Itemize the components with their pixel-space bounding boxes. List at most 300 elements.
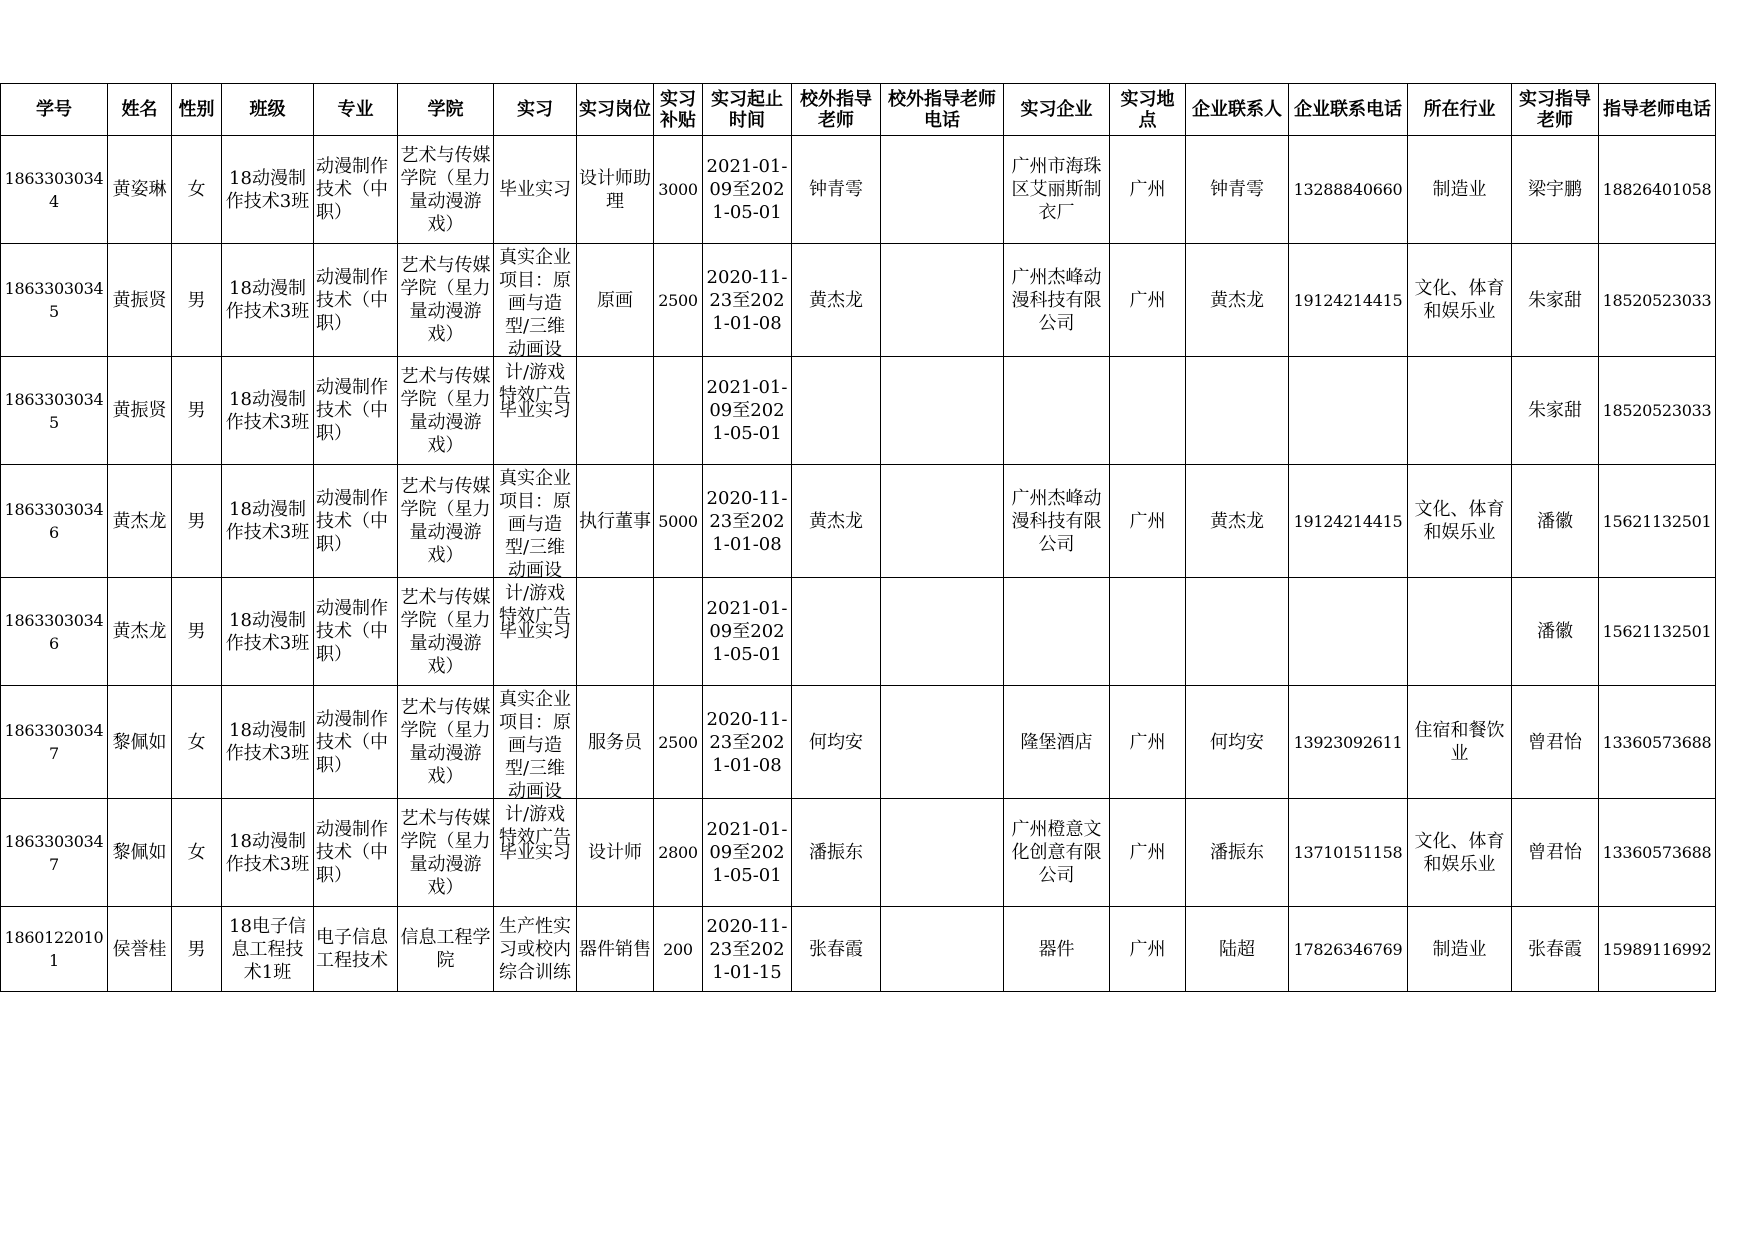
- cell-text: 潘振东: [809, 842, 863, 863]
- table-cell: [222, 357, 314, 465]
- cell-text: 动漫制作技术（中职）: [316, 708, 388, 776]
- cell-text: 毕业实习: [499, 842, 571, 863]
- table-cell: [494, 907, 577, 992]
- cell-text: 18826401058: [1602, 180, 1712, 199]
- table-cell: [1512, 136, 1599, 244]
- table-cell: [1599, 244, 1716, 357]
- table-cell: [1186, 686, 1289, 799]
- cell-text: 艺术与传媒学院（星力量动漫游戏）: [400, 144, 491, 235]
- table-cell: [314, 578, 398, 686]
- cell-text: 潘徽: [1537, 621, 1573, 642]
- table-cell: [1110, 686, 1186, 799]
- table-cell: [1599, 578, 1716, 686]
- cell-text: 黄杰龙: [112, 621, 167, 642]
- table-cell: [314, 465, 398, 578]
- table-cell: [222, 578, 314, 686]
- table-cell: [398, 357, 494, 465]
- table-cell: [172, 244, 222, 357]
- table-cell: [108, 799, 172, 907]
- cell-text: 18633030344: [4, 168, 104, 211]
- table-cell: [314, 907, 398, 992]
- table-cell: [108, 578, 172, 686]
- table-cell: [222, 686, 314, 799]
- cell-text: 艺术与传媒学院（星力量动漫游戏）: [400, 255, 491, 345]
- cell-text: 原画: [597, 289, 633, 311]
- cell-text: 2800: [658, 843, 698, 862]
- table-cell: [314, 244, 398, 357]
- cell-text: 男: [187, 289, 206, 311]
- cell-text: 曾君怡: [1528, 731, 1582, 753]
- cell-text: 18633030346: [4, 610, 104, 653]
- table-cell: [172, 799, 222, 907]
- table-row: [1, 357, 1716, 465]
- cell-text: 13360573688: [1602, 732, 1712, 752]
- cell-text: 男: [187, 938, 206, 960]
- cell-text: 18动漫制作技术3班: [225, 609, 310, 654]
- cell-text: 男: [187, 400, 206, 421]
- cell-text: 设计师: [588, 842, 642, 863]
- table-cell: [1, 357, 108, 465]
- cell-text: 18电子信息工程技术1班: [229, 915, 306, 983]
- table-cell: [494, 465, 577, 627]
- cell-text: 2021-01-09至2021-05-01: [706, 156, 788, 223]
- table-row: [1, 136, 1716, 244]
- cell-text: 朱家甜: [1528, 289, 1582, 311]
- table-cell: [1512, 686, 1599, 799]
- cell-text: 2020-11-23至2021-01-08: [706, 487, 788, 555]
- table-cell: [1408, 578, 1512, 686]
- table-cell: [703, 136, 792, 244]
- header-cell: 实习补贴: [654, 84, 703, 136]
- table-cell: [1599, 136, 1716, 244]
- cell-text: 黄振贤: [112, 400, 167, 421]
- table-cell: [703, 799, 792, 907]
- cell-text: 18520523033: [1602, 401, 1712, 420]
- cell-text: 广州: [1129, 938, 1166, 960]
- cell-text: 18动漫制作技术3班: [225, 388, 310, 433]
- table-cell: [494, 244, 577, 406]
- table-cell: [703, 578, 792, 686]
- cell-text: 19124214415: [1293, 511, 1403, 531]
- cell-text: 13923092611: [1293, 732, 1403, 752]
- header-cell: 实习指导老师: [1512, 84, 1599, 136]
- table-cell: [1408, 465, 1512, 578]
- table-cell: [1289, 244, 1408, 357]
- table-cell: [654, 907, 703, 992]
- cell-text: 13710151158: [1293, 843, 1403, 862]
- cell-text: 真实企业项目：原画与造型/三维动画设计/游戏特效广告: [499, 689, 571, 848]
- cell-text: 2500: [658, 732, 698, 752]
- table-cell: [172, 907, 222, 992]
- cell-text: 张春霞: [809, 938, 863, 960]
- table-cell: [494, 136, 577, 244]
- table-cell: [577, 907, 654, 992]
- table-cell: [654, 136, 703, 244]
- table-cell: [792, 357, 881, 465]
- table-cell: [881, 244, 1004, 357]
- table-cell: [1512, 357, 1599, 465]
- table-cell: [398, 244, 494, 357]
- cell-text: 艺术与传媒学院（星力量动漫游戏）: [400, 476, 491, 566]
- table-row: [1, 686, 1716, 799]
- cell-text: 2500: [658, 290, 698, 310]
- table-cell: [1599, 357, 1716, 465]
- table-cell: [1289, 578, 1408, 686]
- cell-text: 曾君怡: [1528, 842, 1582, 863]
- header-cell: 实习: [494, 84, 577, 136]
- cell-text: 艺术与传媒学院（星力量动漫游戏）: [400, 697, 491, 787]
- cell-text: 何均安: [809, 731, 863, 753]
- table-cell: [1599, 799, 1716, 907]
- cell-text: 黄杰龙: [1210, 289, 1264, 311]
- table-cell: [1408, 907, 1512, 992]
- table-cell: [1512, 799, 1599, 907]
- table-cell: [881, 136, 1004, 244]
- cell-text: 广州杰峰动漫科技有限公司: [1011, 266, 1102, 334]
- table-cell: [577, 465, 654, 578]
- header-cell: 校外指导老师: [792, 84, 881, 136]
- cell-text: 女: [187, 842, 206, 863]
- table-cell: [1289, 465, 1408, 578]
- table-row: [1, 465, 1716, 578]
- table-cell: [398, 907, 494, 992]
- table-cell: [108, 136, 172, 244]
- table-cell: [1289, 799, 1408, 907]
- cell-text: 执行董事: [579, 510, 651, 532]
- cell-text: 黎佩如: [112, 731, 167, 753]
- table-cell: [703, 686, 792, 799]
- cell-text: 18动漫制作技术3班: [225, 830, 310, 875]
- cell-text: 信息工程学院: [400, 927, 491, 971]
- cell-text: 广州: [1129, 510, 1166, 532]
- table-cell: [1289, 907, 1408, 992]
- table-cell: [703, 465, 792, 578]
- table-cell: [654, 686, 703, 799]
- cell-text: 18633030347: [4, 831, 104, 874]
- table-cell: [1408, 136, 1512, 244]
- cell-text: 文化、体育和娱乐业: [1414, 278, 1505, 322]
- table-cell: [654, 244, 703, 357]
- cell-text: 女: [187, 179, 206, 200]
- cell-text: 黄杰龙: [1210, 510, 1264, 532]
- cell-text: 朱家甜: [1528, 400, 1582, 421]
- cell-text: 3000: [658, 180, 698, 199]
- table-cell: [1186, 244, 1289, 357]
- cell-text: 艺术与传媒学院（星力量动漫游戏）: [400, 807, 491, 898]
- table-cell: [1186, 907, 1289, 992]
- header-cell: 姓名: [108, 84, 172, 136]
- cell-text: 18633030346: [4, 500, 104, 542]
- cell-text: 潘振东: [1210, 842, 1264, 863]
- cell-text: 陆超: [1219, 938, 1255, 960]
- cell-text: 毕业实习: [499, 179, 571, 200]
- table-cell: [1, 244, 108, 357]
- cell-text: 男: [187, 510, 206, 532]
- cell-text: 生产性实习或校内综合训练: [499, 915, 571, 983]
- cell-text: 何均安: [1210, 731, 1264, 753]
- table-cell: [1, 799, 108, 907]
- table-body: [1, 136, 1716, 992]
- cell-text: 艺术与传媒学院（星力量动漫游戏）: [400, 365, 491, 456]
- cell-text: 18动漫制作技术3班: [225, 167, 310, 212]
- cell-text: 艺术与传媒学院（星力量动漫游戏）: [400, 586, 491, 677]
- table-cell: [172, 578, 222, 686]
- cell-text: 黎佩如: [112, 842, 167, 863]
- header-cell: 性别: [172, 84, 222, 136]
- table-cell: [1004, 465, 1110, 578]
- table-cell: [1110, 907, 1186, 992]
- cell-text: 18520523033: [1602, 290, 1712, 310]
- cell-text: 梁宇鹏: [1528, 179, 1582, 200]
- table-cell: [314, 136, 398, 244]
- cell-text: 200: [663, 939, 693, 959]
- cell-text: 18633030347: [4, 721, 104, 763]
- cell-text: 真实企业项目：原画与造型/三维动画设计/游戏特效广告: [499, 468, 571, 627]
- header-cell: 学号: [1, 84, 108, 136]
- table-cell: [792, 244, 881, 357]
- table-cell: [1110, 578, 1186, 686]
- cell-text: 侯誉桂: [112, 938, 167, 960]
- table-cell: [398, 465, 494, 578]
- table-cell: [1408, 357, 1512, 465]
- table-cell: [1110, 244, 1186, 357]
- table-cell: [172, 686, 222, 799]
- header-cell: 实习岗位: [577, 84, 654, 136]
- cell-text: 电子信息工程技术: [316, 927, 388, 971]
- table-cell: [314, 686, 398, 799]
- table-cell: [108, 907, 172, 992]
- table-cell: [577, 686, 654, 799]
- cell-text: 女: [187, 731, 206, 753]
- table-cell: [1599, 907, 1716, 992]
- cell-text: 器件: [1038, 938, 1075, 960]
- cell-text: 男: [187, 621, 206, 642]
- cell-text: 18动漫制作技术3班: [225, 720, 310, 764]
- table-cell: [398, 686, 494, 799]
- table-cell: [1110, 136, 1186, 244]
- table-cell: [1512, 578, 1599, 686]
- cell-text: 动漫制作技术（中职）: [316, 598, 388, 665]
- cell-text: 住宿和餐饮业: [1414, 720, 1505, 764]
- table-cell: [1004, 686, 1110, 799]
- cell-text: 2021-01-09至2021-05-01: [706, 377, 788, 444]
- cell-text: 5000: [658, 511, 698, 531]
- cell-text: 2021-01-09至2021-05-01: [706, 819, 788, 886]
- cell-text: 15989116992: [1602, 939, 1712, 959]
- cell-text: 广州: [1129, 289, 1166, 311]
- header-cell: 指导老师电话: [1599, 84, 1716, 136]
- table-cell: [398, 578, 494, 686]
- table-cell: [577, 578, 654, 686]
- cell-text: 2020-11-23至2021-01-15: [706, 915, 788, 983]
- table-cell: [172, 357, 222, 465]
- table-cell: [577, 244, 654, 357]
- table-cell: [577, 799, 654, 907]
- table-cell: [398, 799, 494, 907]
- table-cell: [703, 357, 792, 465]
- cell-text: 钟青雩: [1210, 179, 1264, 200]
- table-cell: [1599, 686, 1716, 799]
- table-cell: [1110, 357, 1186, 465]
- table-cell: [1004, 357, 1110, 465]
- cell-text: 2021-01-09至2021-05-01: [706, 598, 788, 665]
- table-cell: [108, 686, 172, 799]
- table-cell: [1408, 686, 1512, 799]
- table-cell: [1512, 465, 1599, 578]
- cell-text: 动漫制作技术（中职）: [316, 487, 388, 555]
- table-cell: [1004, 136, 1110, 244]
- table-cell: [654, 799, 703, 907]
- cell-text: 钟青雩: [809, 179, 863, 200]
- cell-text: 广州橙意文化创意有限公司: [1011, 819, 1102, 886]
- header-cell: 实习企业: [1004, 84, 1110, 136]
- cell-text: 黄姿琳: [112, 179, 167, 200]
- cell-text: 黄杰龙: [112, 510, 167, 532]
- cell-text: 制造业: [1432, 179, 1487, 200]
- table-cell: [1408, 244, 1512, 357]
- cell-text: 广州: [1129, 179, 1166, 200]
- table-cell: [792, 799, 881, 907]
- cell-text: 18动漫制作技术3班: [225, 278, 310, 322]
- table-cell: [792, 136, 881, 244]
- cell-text: 广州: [1129, 842, 1166, 863]
- table-cell: [222, 799, 314, 907]
- table-cell: [222, 907, 314, 992]
- table-cell: [577, 357, 654, 465]
- table-cell: [1, 578, 108, 686]
- table-cell: [1004, 907, 1110, 992]
- table-cell: [1110, 799, 1186, 907]
- cell-text: 18633030345: [4, 389, 104, 432]
- cell-text: 广州: [1129, 731, 1166, 753]
- cell-text: 毕业实习: [499, 400, 571, 421]
- table-cell: [792, 686, 881, 799]
- table-cell: [654, 357, 703, 465]
- table-cell: [494, 686, 577, 848]
- cell-text: 18动漫制作技术3班: [225, 499, 310, 543]
- table-cell: [108, 244, 172, 357]
- internship-table: [0, 83, 1716, 992]
- table-cell: [881, 357, 1004, 465]
- table-cell: [577, 136, 654, 244]
- table-cell: [172, 136, 222, 244]
- header-cell: 实习地点: [1110, 84, 1186, 136]
- cell-text: 15621132501: [1602, 622, 1712, 641]
- cell-text: 动漫制作技术（中职）: [316, 266, 388, 334]
- header-cell: 所在行业: [1408, 84, 1512, 136]
- table-cell: [1, 465, 108, 578]
- table-cell: [314, 799, 398, 907]
- table-cell: [1289, 357, 1408, 465]
- cell-text: 2020-11-23至2021-01-08: [706, 266, 788, 334]
- table-cell: [1408, 799, 1512, 907]
- cell-text: 黄振贤: [112, 289, 167, 311]
- cell-text: 服务员: [588, 731, 642, 753]
- table-cell: [1186, 465, 1289, 578]
- header-cell: 班级: [222, 84, 314, 136]
- table-row: [1, 907, 1716, 992]
- cell-text: 13360573688: [1602, 843, 1712, 862]
- cell-text: 动漫制作技术（中职）: [316, 819, 388, 886]
- cell-text: 广州市海珠区艾丽斯制衣厂: [1011, 156, 1102, 223]
- table-cell: [1186, 357, 1289, 465]
- cell-text: 黄杰龙: [809, 289, 863, 311]
- cell-text: 2020-11-23至2021-01-08: [706, 708, 788, 776]
- table-cell: [222, 136, 314, 244]
- cell-text: 动漫制作技术（中职）: [316, 377, 388, 444]
- table-cell: [222, 244, 314, 357]
- table-cell: [1599, 465, 1716, 578]
- table-cell: [1186, 136, 1289, 244]
- table-cell: [398, 136, 494, 244]
- table-cell: [222, 465, 314, 578]
- cell-text: 器件销售: [579, 938, 651, 960]
- cell-text: 文化、体育和娱乐业: [1414, 499, 1505, 543]
- table-cell: [1289, 686, 1408, 799]
- table-cell: [792, 907, 881, 992]
- cell-text: 18633030345: [4, 279, 104, 321]
- table-cell: [1110, 465, 1186, 578]
- cell-text: 文化、体育和娱乐业: [1414, 830, 1505, 875]
- table-cell: [172, 465, 222, 578]
- cell-text: 15621132501: [1602, 511, 1712, 531]
- table-cell: [1004, 578, 1110, 686]
- table-cell: [1004, 244, 1110, 357]
- table-cell: [108, 357, 172, 465]
- header-cell: 校外指导老师电话: [881, 84, 1004, 136]
- table-cell: [881, 907, 1004, 992]
- cell-text: 18601220101: [4, 928, 104, 970]
- table-row: [1, 244, 1716, 357]
- header-cell: 企业联系人: [1186, 84, 1289, 136]
- header-row: [1, 84, 1716, 136]
- header-cell: 实习起止时间: [703, 84, 792, 136]
- cell-text: 17826346769: [1293, 939, 1403, 959]
- cell-text: 隆堡酒店: [1020, 731, 1093, 753]
- table-cell: [1, 136, 108, 244]
- table-cell: [792, 578, 881, 686]
- cell-text: 张春霞: [1528, 938, 1582, 960]
- table-cell: [1512, 907, 1599, 992]
- table-cell: [1, 686, 108, 799]
- cell-text: 动漫制作技术（中职）: [316, 156, 388, 223]
- table-cell: [881, 686, 1004, 799]
- header-cell: 专业: [314, 84, 398, 136]
- table-cell: [703, 907, 792, 992]
- header-cell: 企业联系电话: [1289, 84, 1408, 136]
- cell-text: 13288840660: [1293, 180, 1403, 199]
- table-cell: [1004, 799, 1110, 907]
- table-cell: [881, 465, 1004, 578]
- table-cell: [1186, 578, 1289, 686]
- table-row: [1, 799, 1716, 907]
- table-cell: [881, 578, 1004, 686]
- cell-text: 毕业实习: [499, 621, 571, 642]
- table-cell: [314, 357, 398, 465]
- cell-text: 潘徽: [1537, 510, 1573, 532]
- table-cell: [1, 907, 108, 992]
- cell-text: 黄杰龙: [809, 510, 863, 532]
- cell-text: 19124214415: [1293, 290, 1403, 310]
- table-cell: [881, 799, 1004, 907]
- cell-text: 真实企业项目：原画与造型/三维动画设计/游戏特效广告: [499, 247, 571, 406]
- cell-text: 制造业: [1432, 938, 1487, 960]
- table-cell: [654, 465, 703, 578]
- table-cell: [108, 465, 172, 578]
- table-row: [1, 578, 1716, 686]
- header-cell: 学院: [398, 84, 494, 136]
- table-cell: [792, 465, 881, 578]
